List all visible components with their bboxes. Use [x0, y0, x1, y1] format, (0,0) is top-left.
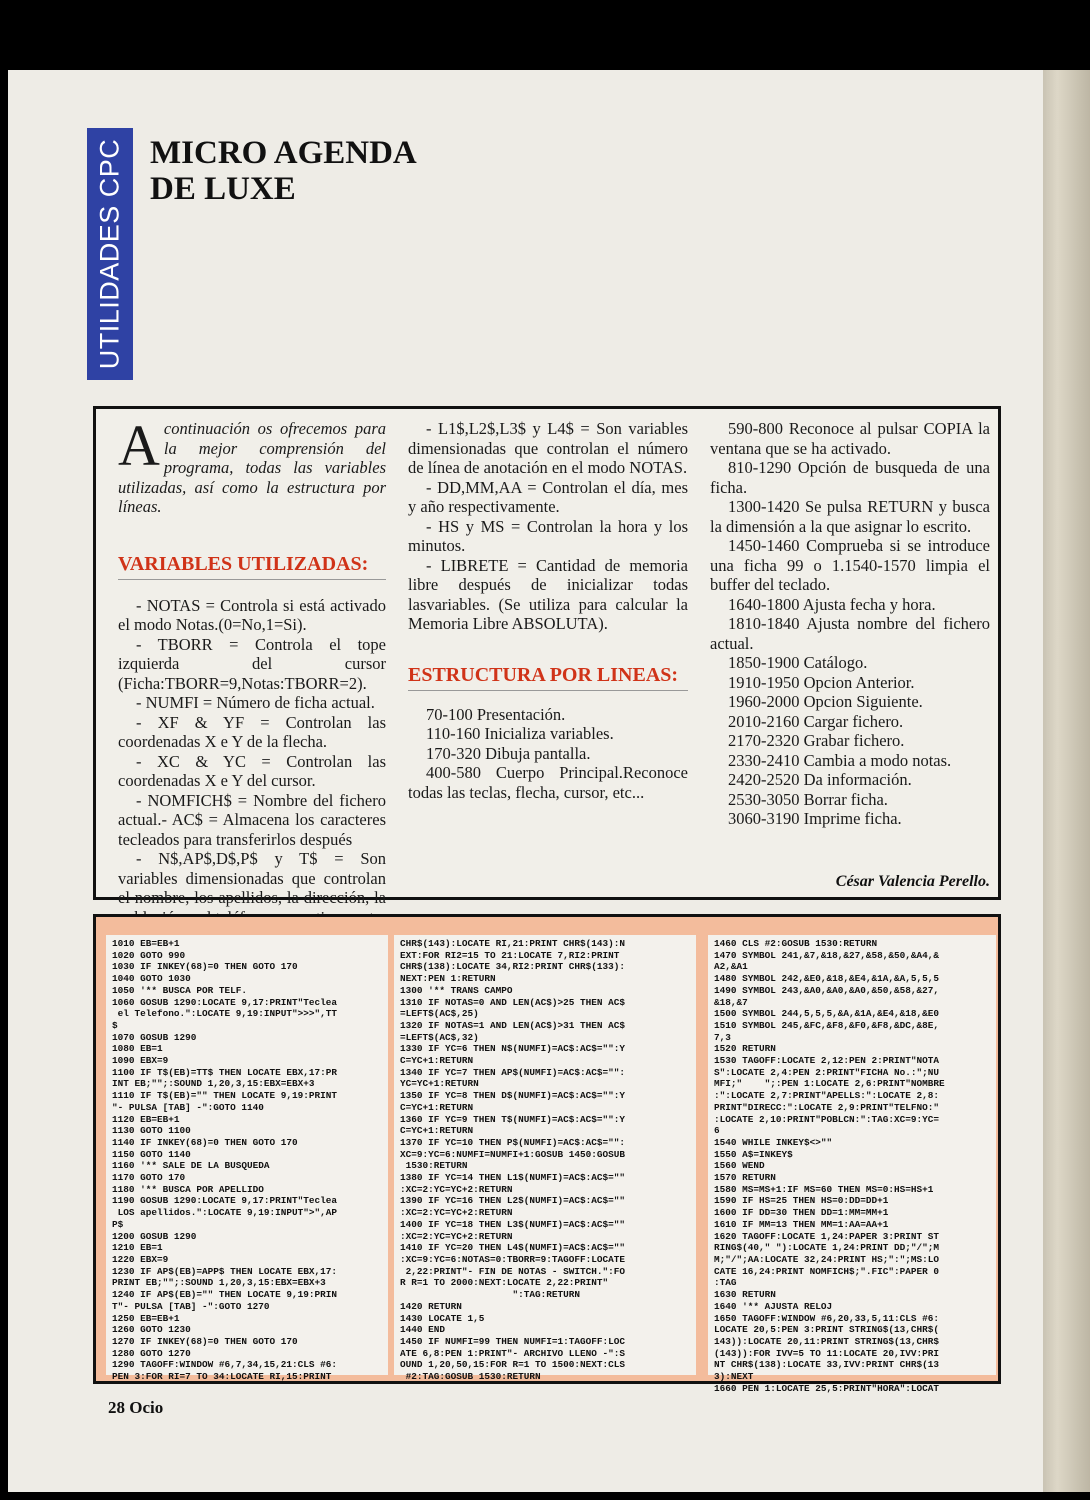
structure-item: 1960-2000 Opcion Siguiente. — [728, 692, 923, 711]
page-edge — [1043, 70, 1090, 1492]
article-column-3 — [710, 419, 990, 829]
structure-item: 170-320 Dibuja pantalla. — [426, 743, 591, 763]
variable-item: - NOMFICH$ = Nombre del fichero actual.- AC$ = Almacena los caracteres tecleados para transferirlos después — [118, 790, 386, 849]
variable-item: - N$,AP$,D$,P$ y T$ = Son variables dimensionadas que controlan el nombre, los apellidos, la dirección, la — [118, 849, 386, 907]
title-line-1: MICRO AGENDA — [150, 135, 417, 171]
code-column-2: CHR$(143):LOCATE RI,21:PRINT CHR$(143):N EXT:FOR RI2=15 TO 21:LOCATE 7,RI2:PRINT CHR$(138):LOCATE 34,RI2:PRINT CHR$(133): NEXT:PEN 1:RETURN 1300 '** TRANS CAMPO 1310 IF NOTAS=0 AND LEN(AC$)>25 THEN AC$ =LEFT$(AC$,25) 1320 IF NOTAS=1 AND LEN(AC$)>31 THEN AC$ =LEFT$(AC$,32) 1330 IF YC=6 THEN N$(NUMFI)=AC$:AC$="":Y C=YC+1:RETURN 1340 IF YC=7 THEN AP$(NUMFI)=AC$:AC$="": YC=YC+1:RETURN 1350 IF YC=8 THEN D$(NUMFI)=AC$:AC$="":Y C=YC+1:RETURN 1360 IF YC=9 THEN T$(NUMFI)=AC$:AC$="":Y C=YC+1:RETURN 1370 IF YC=10 THEN P$(NUMFI)=AC$:AC$="": XC=9:YC=6:NUMFI=NUMFI+1:GOSUB 1450:GOSUB 1530:RETURN 1380 IF YC=14 THEN L1$(NUMFI)=AC$:AC$="" :XC=2:YC=YC+2:RETURN 1390 IF YC=16 THEN L2$(NUMFI)=AC$:AC$="" :XC=2:YC=YC+2:RETURN 1400 IF YC=18 THEN L3$(NUMFI)=AC$:AC$="" :XC=2:YC=YC+2:RETURN 1410 IF YC=20 THEN L4$(NUMFI)=AC$:AC$="" :XC=9:YC=6:NOTAS=0:TBORR=9:TAGOFF:LOCATE 2,22:PRINT"- FIN DE NOTAS - SWITCH.":FO R R=1 TO 2000:NEXT:LOCATE 2,22:PRINT" ":TAG:RETURN 1420 RETURN 1430 LOCATE 1,5 1440 END 1450 IF NUMFI=99 THEN NUMFI=1:TAGOFF:LOC ATE 6,8:PEN 1:PRINT"- ARCHIVO LLENO -":S OUND 1,20,50,15:FOR R=1 TO 1500:NEXT:CLS #2:TAG:GOSUB 1530:RETURN — [394, 935, 696, 1375]
structure-item: 2530-3050 Borrar ficha. — [728, 789, 888, 809]
section-tab-label: UTILIDADES CPC — [94, 138, 125, 370]
code-column-1: 1010 EB=EB+1 1020 GOTO 990 1030 IF INKEY(68)=0 THEN GOTO 170 1040 GOTO 1030 1050 '** BUSCA POR TELF. 1060 GOSUB 1290:LOCATE 9,17:PRINT"Teclea el Telefono.":LOCATE 9,19:INPUT">>>",TT $ 1070 GOSUB 1290 1080 EB=1 1090 EBX=9 1100 IF T$(EB)=TT$ THEN LOCATE EBX,17:PR INT EB;"";:SOUND 1,20,3,15:EBX=EBX+3 1110 IF T$(EB)="" THEN LOCATE 9,19:PRINT "- PULSA [TAB] -":GOTO 1140 1120 EB=EB+1 1130 GOTO 1100 1140 IF INKEY(68)=0 THEN GOTO 170 1150 GOTO 1140 1160 '** SALE DE LA BUSQUEDA 1170 GOTO 170 1180 '** BUSCA POR APELLIDO 1190 GOSUB 1290:LOCATE 9,17:PRINT"Teclea LOS apellidos.":LOCATE 9,19:INPUT">",AP P$ 1200 GOSUB 1290 1210 EB=1 1220 EBX=9 1230 IF AP$(EB)=APP$ THEN LOCATE EBX,17: PRINT EB;"";:SOUND 1,20,3,15:EBX=EBX+3 1240 IF AP$(EB)="" THEN LOCATE 9,19:PRIN T"- PULSA [TAB] -":GOTO 1270 1250 EB=EB+1 1260 GOTO 1230 1270 IF INKEY(68)=0 THEN GOTO 170 1280 GOTO 1270 1290 TAGOFF:WINDOW #6,7,34,15,21:CLS #6: PEN 3:FOR RI=7 TO 34:LOCATE RI,15:PRINT — [106, 935, 388, 1375]
code-column-3: 1460 CLS #2:GOSUB 1530:RETURN 1470 SYMBOL 241,&7,&18,&27,&58,&50,&A4,& A2,&A1 1480 SYMBOL 242,&E0,&18,&E4,&1A,&A,5,5,5 1490 SYMBOL 243,&A0,&A0,&A0,&50,&58,&27, &18,&7 1500 SYMBOL 244,5,5,5,&A,&1A,&E4,&18,&E0 1510 SYMBOL 245,&FC,&F8,&F0,&F8,&DC,&8E, 7,3 1520 RETURN 1530 TAGOFF:LOCATE 2,12:PEN 2:PRINT"NOTA S":LOCATE 2,4:PEN 2:PRINT"FICHA No.:";NU MFI;" ";:PEN 1:LOCATE 2,6:PRINT"NOMBRE :":LOCATE 2,7:PRINT"APELLS:":LOCATE 2,8: PRINT"DIRECC:":LOCATE 2,9:PRINT"TELFNO:" :LOCATE 2,10:PRINT"POBLCN:":TAG:XC=9:YC= 6 1540 WHILE INKEY$<>"" 1550 A$=INKEY$ 1560 WEND 1570 RETURN 1580 MS=MS+1:IF MS=60 THEN MS=0:HS=HS+1 1590 IF HS=25 THEN HS=0:DD=DD+1 1600 IF DD=30 THEN DD=1:MM=MM+1 1610 IF MM=13 THEN MM=1:AA=AA+1 1620 TAGOFF:LOCATE 1,24:PAPER 3:PRINT ST RING$(40," "):LOCATE 1,24:PRINT DD;"/";M M;"/";AA:LOCATE 32,24:PRINT HS;":";MS:LO CATE 16,24:PRINT NOMFICH$;".FIC":PAPER 0 :TAG 1630 RETURN 1640 '** AJUSTA RELOJ 1650 TAGOFF:WINDOW #6,20,33,5,11:CLS #6: LOCATE 20,5:PEN 3:PRINT STRING$(13,CHR$( 143)):LOCATE 20,11:PRINT STRING$(13,CHR$ (143)):FOR IVV=5 TO 11:LOCATE 20,IVV:PRI NT CHR$(138):LOCATE 33,IVV:PRINT CHR$(13 3):NEXT 1660 PEN 1:LOCATE 25,5:PRINT"HORA":LOCAT — [708, 935, 996, 1375]
variable-item: - LIBRETE = Cantidad de memoria libre después de inicializar todas lasvariables. (Se utiliza para calcular la Memoria Libre ABSOLUTA). — [408, 555, 688, 633]
intro-paragraph — [118, 413, 386, 517]
heading-variables: VARIABLES UTILIZADAS: — [118, 553, 386, 580]
variable-item: - DD,MM,AA = Controlan el día, mes y año respectivamente. — [408, 477, 688, 516]
article-column-2 — [408, 419, 688, 802]
structure-item: 1300-1420 Se pulsa RETURN y busca la dimensión a la que asignar lo escrito. — [710, 497, 990, 536]
structure-item: 2010-2160 Cargar fichero. — [728, 711, 904, 731]
structure-item: 2170-2320 Grabar fichero. — [728, 731, 905, 750]
variable-item: - NUMFI = Número de ficha actual. — [136, 693, 375, 712]
structure-item: 1640-1800 Ajusta fecha y hora. — [728, 594, 936, 614]
section-tab — [87, 128, 133, 380]
variable-item: - XC & YC = Controlan las coordenadas X e Y del cursor. — [118, 751, 386, 790]
article-title — [150, 135, 570, 207]
structure-item: 110-160 Inicializa variables. — [426, 724, 614, 743]
structure-item: 1850-1900 Catálogo. — [728, 653, 868, 672]
article-box — [93, 406, 1001, 907]
page-folio: 28 Ocio — [108, 1398, 164, 1417]
intro-text: continuación os ofrecemos para la mejor comprensión del programa, todas las variables utilizadas, así como la estructura por líneas. — [118, 419, 386, 516]
structure-item: 400-580 Cuerpo Principal.Reconoce todas las teclas, flecha, cursor, etc... — [408, 763, 688, 802]
drop-cap: A — [118, 413, 160, 478]
structure-item: 2420-2520 Da información. — [728, 770, 912, 789]
structure-item: 590-800 Reconoce al pulsar COPIA la ventana que se ha activado. — [710, 419, 990, 458]
author-signature: César Valencia Perello. — [835, 873, 990, 890]
heading-estructura: ESTRUCTURA POR LINEAS: — [408, 664, 688, 691]
structure-item: 1810-1840 Ajusta nombre del fichero actual. — [710, 614, 990, 653]
structure-item: 1910-1950 Opcion Anterior. — [728, 672, 915, 692]
structure-item: 3060-3190 Imprime ficha. — [728, 809, 902, 828]
variable-item: - XF & YF = Controlan las coordenadas X e Y de la flecha. — [118, 712, 386, 751]
code-listing-box — [93, 914, 1001, 1394]
structure-item: 2330-2410 Cambia a modo notas. — [728, 750, 952, 770]
structure-item: 810-1290 Opción de busqueda de una ficha. — [710, 458, 990, 497]
variable-item: - HS y MS = Controlan la hora y los minutos. — [408, 516, 688, 555]
title-line-2: DE LUXE — [150, 171, 296, 207]
variable-item: - L1$,L2$,L3$ y L4$ = Son variables dimensionadas que controlan el número de línea de anotación en el modo NOTAS. — [408, 419, 688, 477]
article-column-1 — [118, 413, 386, 927]
variable-item: - NOTAS = Controla si está activado el modo Notas.(0=No,1=Si). — [118, 595, 386, 634]
structure-item: 1450-1460 Comprueba si se introduce una ficha 99 o 1.1540-1570 limpia el buffer del teclado. — [710, 536, 990, 594]
variable-item: - TBORR = Controla el tope izquierda del cursor (Ficha:TBORR=9,Notas:TBORR=2). — [118, 634, 386, 693]
structure-item: 70-100 Presentación. — [426, 704, 566, 724]
